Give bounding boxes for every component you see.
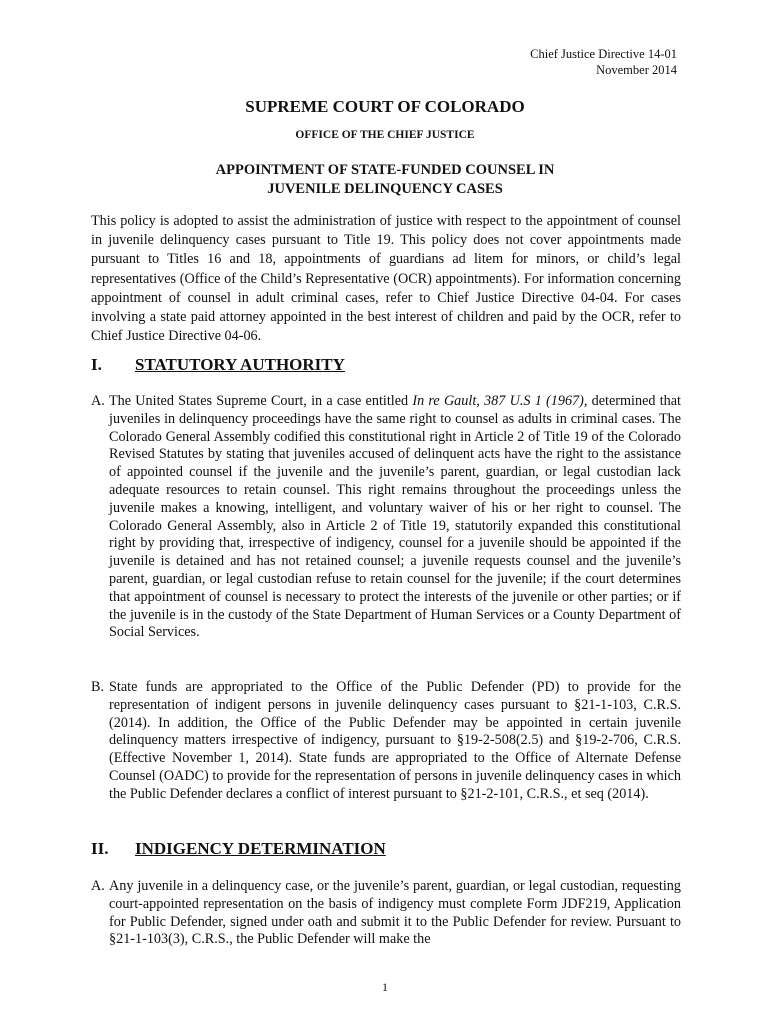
intro-paragraph: This policy is adopted to assist the administration of justice with respect to the appointment of counsel in juvenile delinquency cases pursuant to Title 19. This policy does not cover appointments made pursuant to Titles 16 and 18, appointments of guardians ad litem for minors, or child’s legal representatives (Office of the Child’s Representative (OCR) appointments). For information concerning appointment of counsel in adult criminal cases, refer to Chief Justice Directive 04-04. For cases involving a state paid attorney appointed in the best interest of children and paid by the OCR, refer to Chief Justice Directive 04-06. xyxy=(91,213,681,345)
directive-number: Chief Justice Directive 14-01 xyxy=(530,47,677,61)
item-text-part: The United States Supreme Court, in a case entitled xyxy=(109,393,413,409)
item-label: B. xyxy=(91,679,105,695)
item-text-part: determined that juveniles in delinquency proceedings have the same right to counsel as adults in criminal cases. The Colorado General Assembly codified this constitutional right in Article 2 of Title 19 of the Colorado Revised Statutes by stating that juveniles accused of delinquent acts have the right to the assistance of appointed counsel if the juvenile and the juvenile’s parent, guardian, or legal custodian lack adequate resources to retain counsel. This right remains throughout the proceedings unless the juvenile makes a knowing, intelligent, and voluntary waiver of his or her right to counsel. The Colorado General Assembly, also in Article 2 of Title 19, statutorily expanded this constitutional right by providing that, irrespective of indigency, counsel for a juvenile should be appointed if the juvenile is detained and has not retained counsel; a juvenile requests counsel and the juvenile’s parent, guardian, or legal custodian refuse to retain counsel for the juvenile; if the court determines that appointment of counsel is necessary to protect the interests of the juvenile or other parties; or if the juvenile is in the custody of the State Department of Human Services or a County Department of Social Services. xyxy=(109,393,681,641)
page-number: 1 xyxy=(382,980,388,994)
section-1-heading xyxy=(91,355,345,375)
section-2-item-a xyxy=(91,878,681,949)
item-label: A. xyxy=(91,878,105,894)
document-title xyxy=(0,161,770,199)
item-text: State funds are appropriated to the Office of the Public Defender (PD) to provide for the representation of indigent persons in juvenile delinquency cases pursuant to §21-1-103, C.R.S. (2014). In addition, the Office of the Public Defender may be appointed in certain juvenile delinquency matters irrespective of indigency, pursuant to §19-2-508(2.5) and §19-2-706, C.R.S. (Effective November 1, 2014). State funds are appropriated to the Office of Alternate Defense Counsel (OADC) to provide for the representation of persons in juvenile delinquency cases in which the Public Defender declares a conflict of interest pursuant to §21-2-101, C.R.S., et seq (2014). xyxy=(109,679,681,802)
item-text: Any juvenile in a delinquency case, or the juvenile’s parent, guardian, or legal custodian, requesting court-appointed representation on the basis of indigency must complete Form JDF219, Application for Public Defender, signed under oath and submit it to the Public Defender for review. Pursuant to §21-1-103(3), C.R.S., the Public Defender will make the xyxy=(109,878,681,948)
item-text xyxy=(109,393,681,642)
section-2-number: II. xyxy=(91,839,109,858)
title-line-2: JUVENILE DELINQUENCY CASES xyxy=(267,181,503,197)
section-1-item-a xyxy=(91,393,681,642)
item-label: A. xyxy=(91,393,105,409)
case-citation: In re Gault, 387 U.S 1 (1967), xyxy=(412,393,588,409)
directive-header xyxy=(530,46,677,78)
title-line-1: APPOINTMENT OF STATE-FUNDED COUNSEL IN xyxy=(215,162,555,178)
section-1-title: STATUTORY AUTHORITY xyxy=(135,355,345,374)
directive-date: November 2014 xyxy=(596,63,677,77)
office-name: OFFICE OF THE CHIEF JUSTICE xyxy=(295,129,475,141)
section-1-number: I. xyxy=(91,355,102,374)
section-2-heading xyxy=(91,839,386,859)
section-2-title: INDIGENCY DETERMINATION xyxy=(135,839,386,858)
court-name: SUPREME COURT OF COLORADO xyxy=(245,97,525,116)
section-1-item-b xyxy=(91,679,681,804)
